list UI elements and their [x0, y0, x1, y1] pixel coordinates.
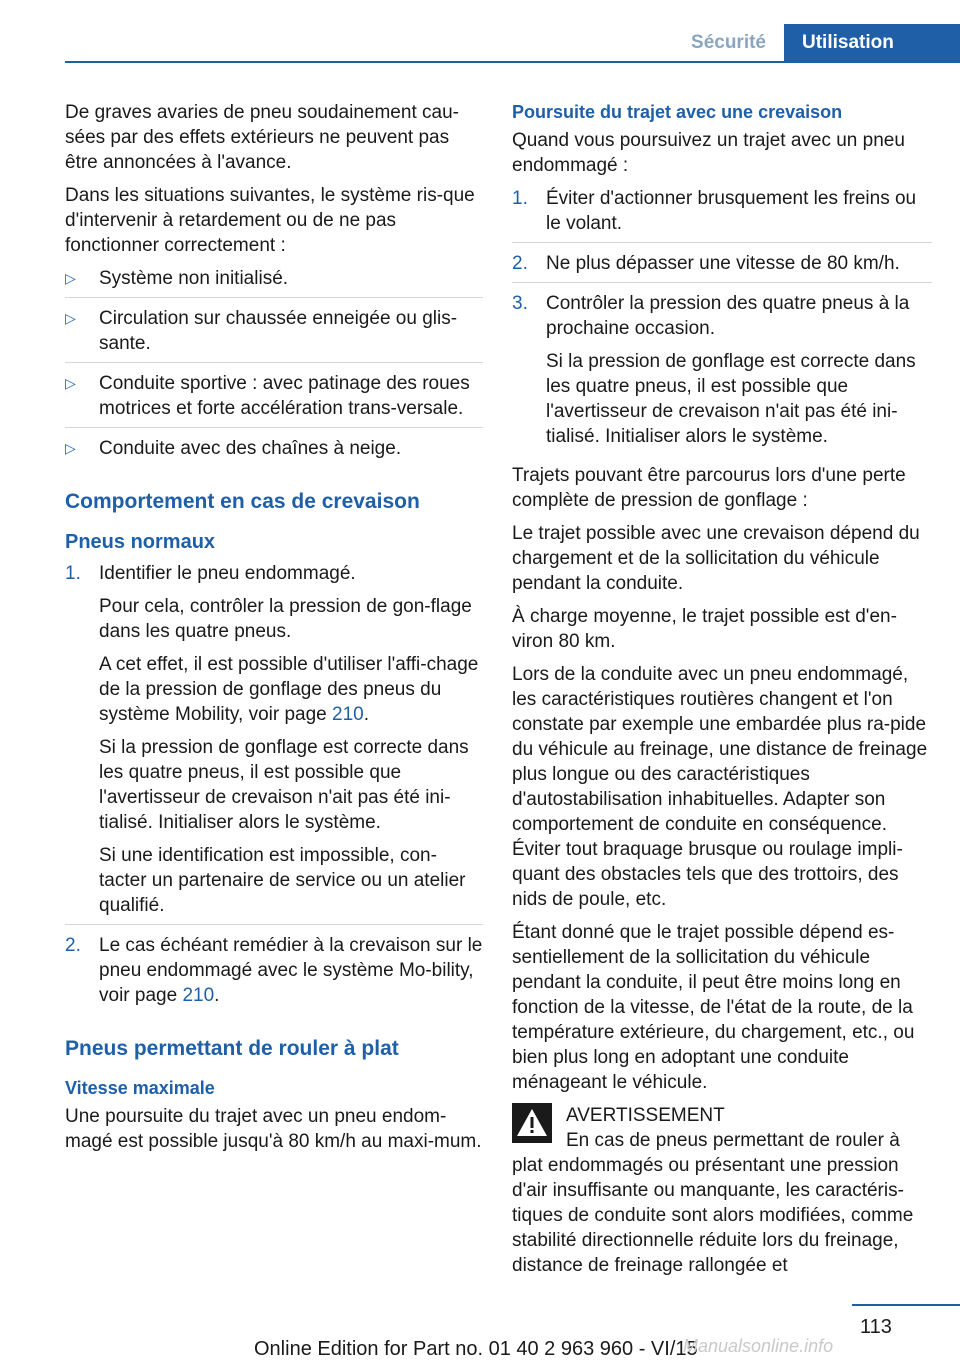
footer-rule: [852, 1304, 960, 1306]
page-link[interactable]: 210: [332, 704, 364, 725]
list-item: [65, 933, 483, 1014]
bullet-list: [65, 266, 483, 467]
list-item: [512, 291, 932, 455]
paragraph: Le trajet possible avec une crevaison dépend du chargement et de la sollicitation du véhicule pendant la conduite.: [512, 523, 920, 594]
text: Le cas échéant remédier à la crevaison sur le pneu endommagé avec le système Mo-bility, voir page: [99, 935, 483, 1006]
triangle-bullet-icon: ▷: [65, 270, 76, 286]
paragraph: Identifier le pneu endommagé.: [99, 563, 356, 584]
section-heading: Comportement en cas de crevaison: [65, 490, 420, 513]
tab-utilisation[interactable]: Utilisation: [784, 24, 960, 61]
text: .: [363, 704, 369, 725]
step-number: 1.: [65, 563, 81, 584]
subsection-heading: Poursuite du trajet avec une crevaison: [512, 102, 843, 122]
triangle-bullet-icon: ▷: [65, 440, 76, 456]
paragraph: Dans les situations suivantes, le système ris-que d'intervenir à retardement ou de ne pas fonctionner correctement :: [65, 185, 475, 256]
list-item: [65, 266, 483, 298]
step-number: 1.: [512, 188, 528, 209]
header-rule: [65, 61, 960, 63]
paragraph: Lors de la conduite avec un pneu endommagé, les caractéristiques routières changent et l'on constate par exemple une embardée plus ra-pide du véhicule au freinage, une distance de freinage plus longue ou des caractéristiques d'autostabilisation inhabituelles. Adapter son comportement de conduite en conséquence. Éviter tout braquage brusque ou roulage impli-quant des obstacles tels que des trottoirs, des nids de poule, etc.: [512, 664, 928, 910]
subsection-heading: Vitesse maximale: [65, 1078, 215, 1098]
header-tabs: [673, 24, 960, 61]
list-item-text: Conduite avec des chaînes à neige.: [99, 438, 402, 459]
steps-list: [512, 186, 932, 455]
list-item: [65, 436, 483, 467]
warning-triangle-icon: [512, 1103, 552, 1143]
list-item: [65, 371, 483, 428]
page-number: 113: [860, 1316, 892, 1338]
warning-title: AVERTISSEMENT: [566, 1105, 725, 1126]
paragraph: Trajets pouvant être parcourus lors d'une perte complète de pression de gonflage :: [512, 465, 906, 511]
triangle-bullet-icon: ▷: [65, 375, 76, 391]
list-item-text: Conduite sportive : avec patinage des roues motrices et forte accélération trans-versale.: [99, 373, 470, 419]
paragraph: Si la pression de gonflage est correcte dans les quatre pneus, il est possible que l'avertisseur de crevaison n'ait pas été ini-tialisé. Initialiser alors le système.: [99, 737, 469, 833]
paragraph: Pour cela, contrôler la pression de gon-flage dans les quatre pneus.: [99, 596, 472, 642]
subsection-heading: Pneus normaux: [65, 531, 216, 553]
triangle-bullet-icon: ▷: [65, 310, 76, 326]
paragraph: De graves avaries de pneu soudainement cau-sées par des effets extérieurs ne peuvent pas être annoncées à l'avance.: [65, 102, 459, 173]
list-item: [65, 306, 483, 363]
step-number: 3.: [512, 293, 528, 314]
paragraph: [99, 652, 483, 727]
list-item: [65, 561, 483, 925]
paragraph: Ne plus dépasser une vitesse de 80 km/h.: [546, 253, 900, 274]
section-heading: Pneus permettant de rouler à plat: [65, 1037, 399, 1060]
warning-box: [512, 1103, 932, 1278]
paragraph: Une poursuite du trajet avec un pneu endom-magé est possible jusqu'à 80 km/h au maxi-mum.: [65, 1106, 482, 1152]
paragraph: Si une identification est impossible, con-tacter un partenaire de service ou un atelier qualifié.: [99, 845, 466, 916]
step-number: 2.: [65, 935, 81, 956]
page-link[interactable]: 210: [182, 985, 215, 1006]
right-column: [512, 100, 932, 1278]
tab-securite[interactable]: Sécurité: [673, 24, 784, 61]
paragraph: À charge moyenne, le trajet possible est d'en-viron 80 km.: [512, 606, 897, 652]
paragraph: [99, 933, 483, 1008]
list-item-text: Système non initialisé.: [99, 268, 289, 289]
list-item: [512, 251, 932, 283]
warning-text: En cas de pneus permettant de rouler à plat endommagés ou présentant une pression d'air insuffisante ou manquante, les caractéris-tiques de conduite sont alors modifiées, comme stabilité directionnelle réduite lors du freinage, distance de freinage rallongée et: [512, 1130, 914, 1276]
paragraph: Quand vous poursuivez un trajet avec un pneu endommagé :: [512, 130, 905, 176]
left-column: [65, 100, 483, 1162]
step-number: 2.: [512, 253, 528, 274]
paragraph: Si la pression de gonflage est correcte dans les quatre pneus, il est possible que l'avertisseur de crevaison n'ait pas été ini-tialisé. Initialiser alors le système.: [546, 351, 916, 447]
paragraph: Éviter d'actionner brusquement les freins ou le volant.: [546, 188, 917, 234]
text: .: [214, 985, 220, 1006]
paragraph: Contrôler la pression des quatre pneus à la prochaine occasion.: [546, 293, 910, 339]
list-item-text: Circulation sur chaussée enneigée ou glis-sante.: [99, 308, 458, 354]
watermark: Manualsonline.info: [683, 1336, 834, 1356]
text: A cet effet, il est possible d'utiliser l'affi-chage de la pression de gonflage des pneus du système Mobility, voir page: [99, 654, 479, 725]
online-edition: Online Edition for Part no. 01 40 2 963 960 - VI/15: [254, 1338, 698, 1360]
list-item: [512, 186, 932, 243]
steps-list: [65, 561, 483, 1014]
paragraph: Étant donné que le trajet possible dépend es-sentiellement de la sollicitation du véhicule pendant la conduite, il peut être moins long en fonction de la vitesse, de l'état de la route, de la température extérieure, du chargement, etc., ou bien plus long en adoptant une conduite ménageant le véhicule.: [512, 922, 915, 1093]
